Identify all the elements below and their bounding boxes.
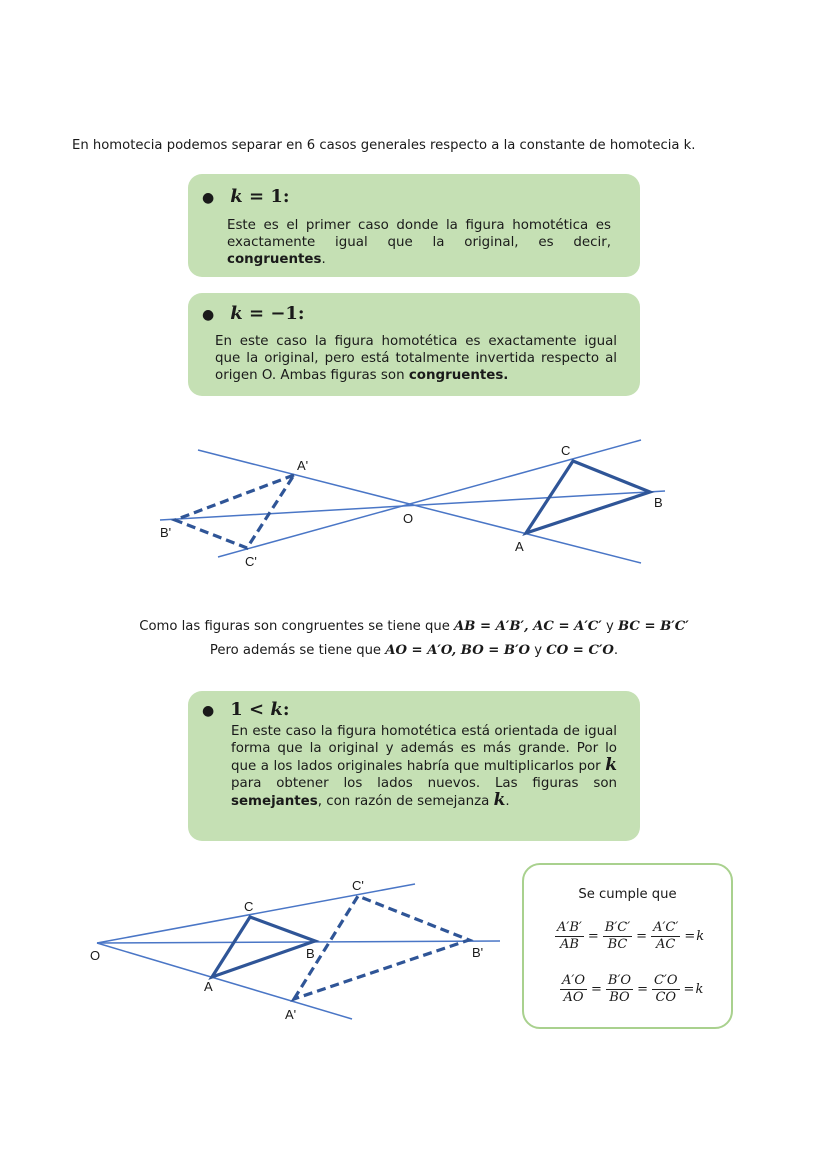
label-c-prime-2: C' — [352, 878, 364, 893]
label-b-2: B — [306, 946, 315, 961]
case-k-greater-1-box — [188, 691, 640, 841]
label-o-2: O — [90, 948, 101, 963]
label-b-prime: B' — [160, 525, 172, 540]
label-c-2: C — [244, 899, 254, 914]
congruence-line-1: Como las figuras son congruentes se tiene que AB = A′B′, AC = A′C′ y BC = B′C′ — [139, 619, 689, 634]
image-triangle-2 — [294, 896, 469, 999]
intro-text: En homotecia podemos separar en 6 casos generales respecto a la constante de homotecia k. — [72, 138, 696, 153]
ray-a — [198, 450, 641, 563]
label-a-prime-2: A' — [285, 1007, 297, 1022]
label-c-prime: C' — [245, 554, 257, 569]
case-description: En este caso la figura homotética está orientada de igual forma que la original y además es más grande. Por lo que a los lados originales habría que multiplicarlos por k para obtener los lados nuevos. Las figuras son semejantes, con razón de semejanza k. — [231, 724, 617, 810]
case-heading: ● 1 < k: — [202, 699, 290, 720]
original-triangle-2 — [212, 917, 315, 977]
label-b-prime-2: B' — [472, 945, 484, 960]
original-triangle — [526, 461, 650, 533]
case-description: Este es el primer caso donde la figura homotética es exactamente igual que la original, es decir, congruentes. — [227, 218, 611, 267]
case-heading: ● k = 1: — [202, 186, 290, 207]
congruence-line-2: Pero además se tiene que AO = A′O, BO = B′O y CO = C′O. — [209, 643, 619, 658]
side-ratios: $\frac{A'B'}{AB}$ = $\frac{B'C'}{BC}$ = $\frac{A'C'}{AC}$ = k — [557, 920, 705, 952]
ray-c — [218, 440, 641, 557]
origin-ratios: $\frac{A'O}{AO}$ = $\frac{B'O}{BO}$ = $\frac{C'O}{CO}$ = k — [562, 973, 704, 1005]
label-a-prime: A' — [297, 458, 309, 473]
label-b: B — [654, 495, 663, 510]
summary-title: Se cumple que — [578, 887, 677, 902]
case-heading: ● k = −1: — [202, 303, 305, 324]
label-a-2: A — [204, 979, 213, 994]
ratio-summary-box — [522, 863, 733, 1029]
image-triangle — [175, 475, 294, 548]
label-o: O — [403, 511, 414, 526]
label-a: A — [515, 539, 524, 554]
case-description: En este caso la figura homotética es exactamente igual que la original, pero está totalmente invertida respecto al origen O. Ambas figuras son congruentes. — [215, 334, 617, 383]
label-c: C — [561, 443, 571, 458]
